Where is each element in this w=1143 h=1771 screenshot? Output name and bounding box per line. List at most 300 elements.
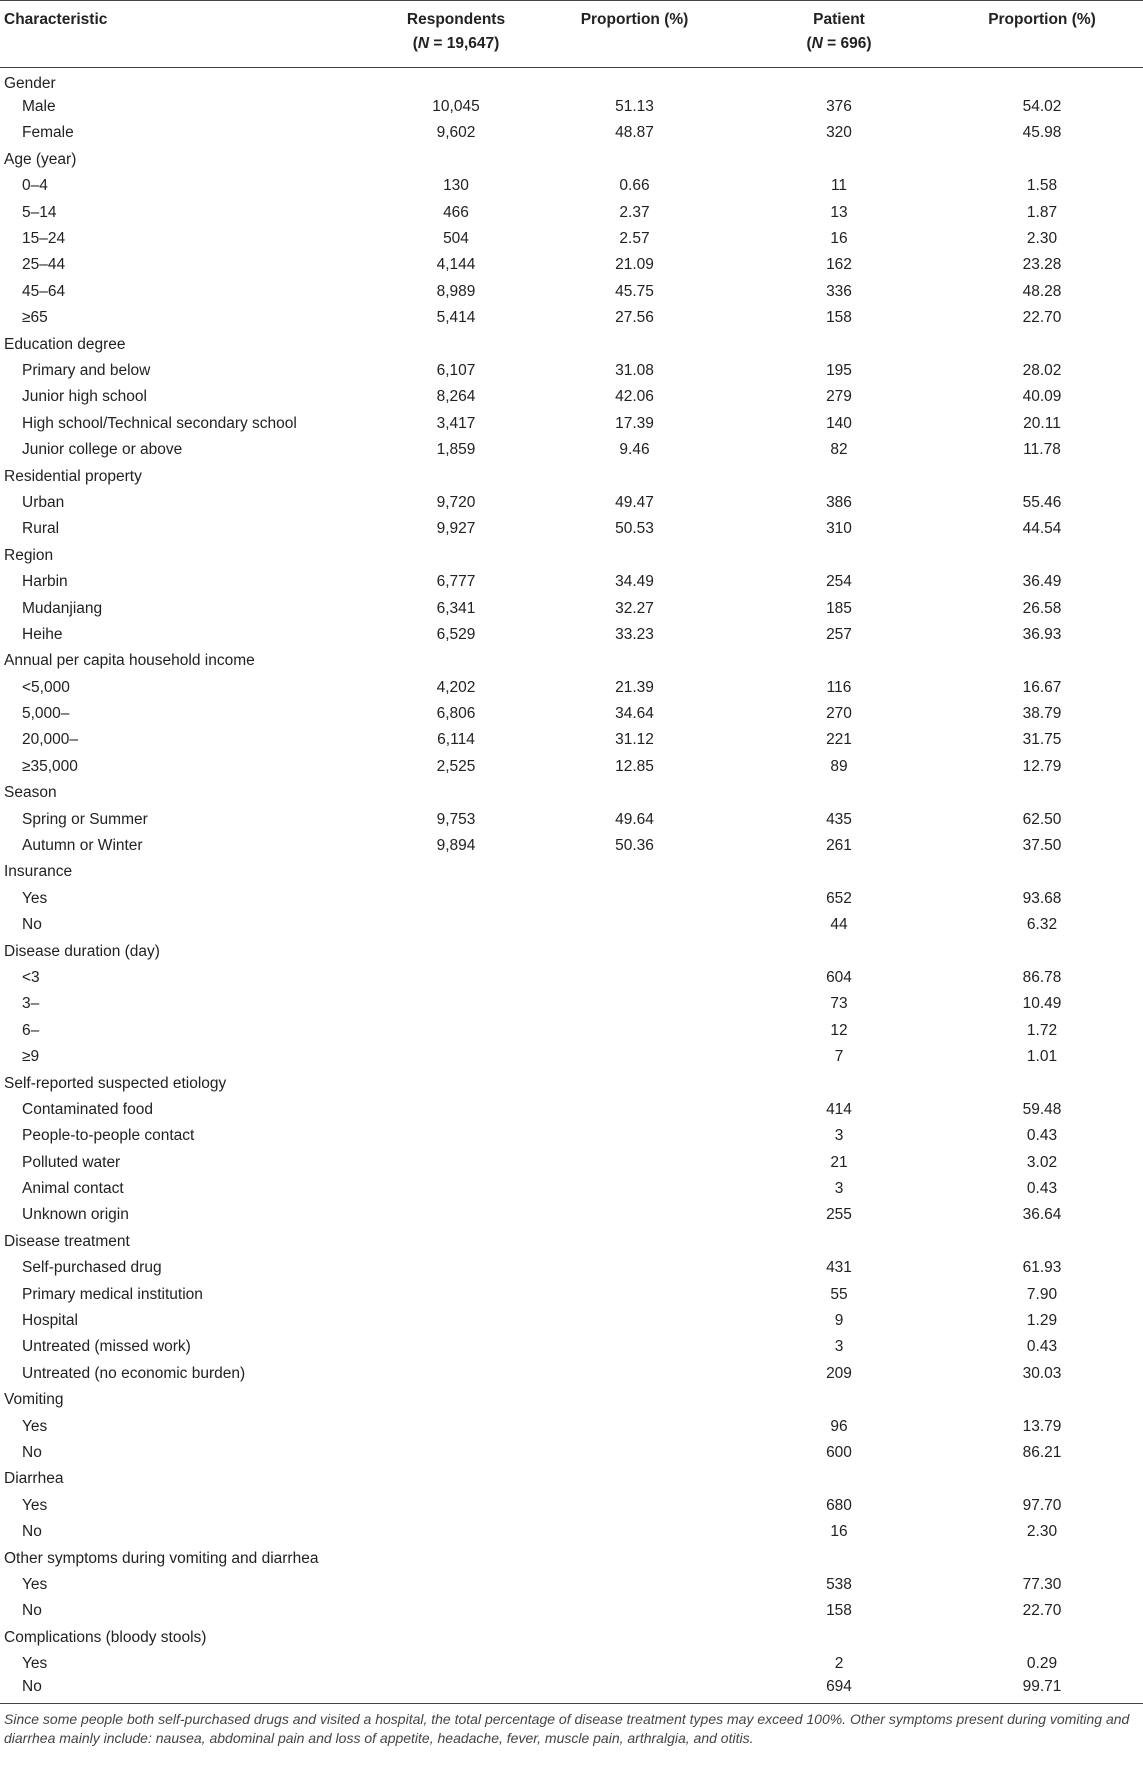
patient-proportion-cell: 86.21 (1022, 1444, 1062, 1461)
table-row (0, 226, 1143, 252)
table-row (0, 1651, 1143, 1677)
respondents-cell: 466 (443, 203, 469, 221)
respondents-proportion-cell (532, 1625, 737, 1651)
row-label: ≥65 (22, 309, 48, 327)
table-row (0, 358, 1143, 384)
respondents-proportion-cell: 12.85 (615, 757, 654, 775)
respondents-proportion-cell (532, 1493, 737, 1519)
respondents-proportion-cell (532, 543, 737, 569)
row-label: People-to-people contact (22, 1127, 195, 1145)
table-row (0, 595, 1143, 621)
patient-cell (737, 1387, 941, 1413)
respondents-proportion-cell (532, 1572, 737, 1598)
category-row (0, 463, 1143, 489)
respondents-cell: 1,859 (436, 441, 476, 459)
patient-cell (737, 1625, 941, 1651)
row-label: Untreated (no economic burden) (22, 1364, 246, 1382)
patient-proportion-cell (941, 1387, 1143, 1413)
patient-cell (737, 648, 941, 674)
table-row (0, 701, 1143, 727)
row-label: 45–64 (22, 282, 66, 300)
category-row (0, 780, 1143, 806)
patient-proportion-cell (941, 147, 1143, 173)
respondents-proportion-cell: 50.53 (615, 520, 654, 538)
row-label: ≥9 (22, 1048, 40, 1066)
patient-cell (737, 463, 941, 489)
table-row (0, 674, 1143, 700)
respondents-proportion-cell (532, 68, 737, 94)
patient-proportion-cell: 99.71 (941, 1677, 1143, 1703)
patient-proportion-cell: 59.48 (1022, 1100, 1062, 1118)
respondents-proportion-cell: 31.08 (615, 361, 654, 379)
patient-cell: 279 (826, 388, 852, 406)
patient-proportion-cell: 97.70 (1022, 1496, 1062, 1514)
category-row (0, 1545, 1143, 1571)
row-label: Mudanjiang (22, 599, 103, 617)
table-row (0, 1440, 1143, 1466)
respondents-proportion-cell: 32.27 (615, 599, 654, 617)
respondents-cell: 9,927 (436, 520, 476, 538)
respondents-cell (380, 68, 532, 94)
respondents-proportion-cell: 17.39 (615, 414, 654, 432)
respondents-proportion-cell (532, 331, 737, 357)
respondents-cell (380, 1308, 532, 1334)
patient-cell: 376 (826, 98, 852, 116)
patient-proportion-cell (941, 1466, 1143, 1492)
patient-cell: 16 (830, 1523, 848, 1541)
patient-cell (737, 1070, 941, 1096)
respondents-cell: 6,777 (436, 573, 476, 591)
row-label: Junior high school (22, 388, 147, 406)
respondents-cell (380, 938, 532, 964)
patient-cell: 140 (826, 414, 852, 432)
patient-cell: 162 (826, 256, 852, 274)
row-label: 3– (22, 995, 40, 1013)
patient-cell: 158 (826, 309, 852, 327)
patient-proportion-cell: 22.70 (1022, 1602, 1062, 1620)
patient-proportion-cell (941, 331, 1143, 357)
table-row (0, 1123, 1143, 1149)
patient-cell: 12 (830, 1021, 848, 1039)
table-row (0, 305, 1143, 331)
row-label: Male (22, 98, 56, 116)
category-label: Age (year) (4, 150, 77, 168)
respondents-proportion-cell (532, 991, 737, 1017)
table-row (0, 1097, 1143, 1123)
category-row (0, 1625, 1143, 1651)
category-label: Complications (bloody stools) (4, 1628, 207, 1646)
patient-proportion-cell (941, 1545, 1143, 1571)
category-label: Disease duration (day) (4, 942, 160, 960)
patient-proportion-cell: 45.98 (1022, 124, 1062, 142)
row-label: <3 (22, 968, 40, 986)
category-label: Disease treatment (4, 1232, 130, 1250)
respondents-proportion-cell (532, 912, 737, 938)
respondents-cell (380, 1123, 532, 1149)
respondents-cell (380, 965, 532, 991)
patient-cell: 3 (834, 1180, 844, 1198)
header-characteristic: Characteristic (0, 1, 380, 35)
patient-proportion-cell (941, 648, 1143, 674)
row-label: High school/Technical secondary school (22, 414, 297, 432)
patient-cell: 255 (826, 1206, 852, 1224)
respondents-cell (380, 1255, 532, 1281)
patient-proportion-cell: 30.03 (1022, 1364, 1062, 1382)
category-row (0, 938, 1143, 964)
category-row (0, 543, 1143, 569)
respondents-proportion-cell (532, 1651, 737, 1677)
category-row (0, 859, 1143, 885)
patient-proportion-cell: 48.28 (1022, 282, 1062, 300)
patient-cell: 11 (830, 177, 848, 195)
row-label: 15–24 (22, 230, 66, 248)
row-label: Urban (22, 493, 65, 511)
patient-proportion-cell: 13.79 (1022, 1417, 1062, 1435)
respondents-proportion-cell (532, 1334, 737, 1360)
respondents-proportion-cell (532, 1255, 737, 1281)
table-row (0, 1519, 1143, 1545)
table-header (0, 1, 1143, 68)
patient-cell: 414 (826, 1100, 852, 1118)
row-label: 25–44 (22, 256, 66, 274)
patient-cell: 158 (826, 1602, 852, 1620)
patient-proportion-cell: 6.32 (1026, 916, 1058, 934)
table-row (0, 1044, 1143, 1070)
respondents-proportion-cell (532, 1308, 737, 1334)
respondents-cell: 6,114 (437, 731, 475, 749)
table-row (0, 1493, 1143, 1519)
respondents-cell (380, 1677, 532, 1703)
patient-n-value: = 696) (822, 35, 872, 52)
respondents-proportion-cell (532, 938, 737, 964)
patient-cell: 195 (826, 361, 852, 379)
respondents-proportion-cell: 21.39 (615, 678, 654, 696)
patient-cell: 435 (826, 810, 852, 828)
respondents-proportion-cell: 45.75 (615, 282, 654, 300)
respondents-cell: 9,720 (436, 493, 476, 511)
patient-proportion-cell (941, 543, 1143, 569)
respondents-cell: 8,264 (436, 388, 476, 406)
table-footnote: Since some people both self-purchased drugs and visited a hospital, the total percentage of disease treatment types may exceed 100%. Other symptoms present during vomiting and diarrhea mainly include: nausea, abdominal pain and loss of appetite, headache, fever, muscle pain, arthralgia, and otitis. (4, 1711, 1130, 1747)
respondents-proportion-cell (532, 1202, 737, 1228)
respondents-proportion-cell (532, 1281, 737, 1307)
respondents-cell (380, 1044, 532, 1070)
patient-proportion-cell: 3.02 (1026, 1153, 1058, 1171)
patient-proportion-cell (941, 859, 1143, 885)
respondents-cell (380, 1651, 532, 1677)
row-label: No (22, 1523, 42, 1541)
row-label: 6– (22, 1021, 40, 1039)
row-label: Self-purchased drug (22, 1259, 162, 1277)
patient-proportion-cell: 1.58 (1026, 177, 1058, 195)
row-label: Yes (22, 1575, 48, 1593)
patient-cell: 89 (830, 757, 848, 775)
patient-proportion-cell: 2.30 (1026, 1523, 1058, 1541)
category-label: Other symptoms during vomiting and diarrhea (4, 1549, 319, 1567)
respondents-proportion-cell (532, 1545, 737, 1571)
patient-proportion-cell: 93.68 (1022, 889, 1062, 907)
category-label: Vomiting (4, 1391, 64, 1409)
header-proportion-patient: Proportion (%) (941, 1, 1143, 35)
respondents-cell (380, 1018, 532, 1044)
respondents-proportion-cell (532, 1440, 737, 1466)
table-row (0, 754, 1143, 780)
respondents-n-value: = 19,647) (429, 35, 500, 52)
respondents-proportion-cell (532, 1176, 737, 1202)
respondents-cell: 130 (443, 177, 469, 195)
category-label: Self-reported suspected etiology (4, 1074, 227, 1092)
table-row (0, 199, 1143, 225)
patient-proportion-cell: 28.02 (1022, 361, 1062, 379)
header-spacer (532, 34, 737, 68)
respondents-cell (380, 1229, 532, 1255)
table-row (0, 1176, 1143, 1202)
patient-proportion-cell: 61.93 (1022, 1259, 1062, 1277)
patient-cell (737, 68, 941, 94)
patient-proportion-cell: 20.11 (1023, 414, 1061, 432)
patient-proportion-cell: 77.30 (1022, 1575, 1062, 1593)
patient-cell: 3 (834, 1127, 844, 1145)
respondents-proportion-cell: 27.56 (615, 309, 654, 327)
respondents-proportion-cell (532, 147, 737, 173)
row-label: Heihe (22, 625, 63, 643)
respondents-cell (380, 1466, 532, 1492)
row-label: No (22, 1602, 42, 1620)
respondents-proportion-cell: 49.47 (615, 493, 654, 511)
row-label: Primary and below (22, 361, 151, 379)
respondents-proportion-cell (532, 1070, 737, 1096)
category-label: Diarrhea (4, 1470, 64, 1488)
patient-cell: 386 (826, 493, 852, 511)
respondents-proportion-cell: 48.87 (615, 124, 654, 142)
patient-proportion-cell (941, 780, 1143, 806)
respondents-proportion-cell: 21.09 (615, 256, 654, 274)
table-row (0, 1255, 1143, 1281)
respondents-proportion-cell (532, 1413, 737, 1439)
table-row (0, 437, 1143, 463)
patient-cell: 254 (826, 573, 852, 591)
patient-cell (737, 1229, 941, 1255)
patient-proportion-cell: 1.72 (1026, 1021, 1058, 1039)
respondents-cell: 504 (443, 230, 469, 248)
patient-cell: 21 (830, 1153, 848, 1171)
patient-proportion-cell (941, 463, 1143, 489)
patient-proportion-cell: 7.90 (1026, 1285, 1058, 1303)
header-spacer (0, 34, 380, 68)
row-label: <5,000 (22, 678, 70, 696)
patient-cell: 73 (830, 995, 848, 1013)
patient-cell (737, 938, 941, 964)
patient-cell: 7 (834, 1048, 844, 1066)
patient-proportion-cell: 2.30 (1026, 230, 1058, 248)
patient-proportion-cell (941, 938, 1143, 964)
respondents-cell (380, 1334, 532, 1360)
header-respondents: Respondents (380, 1, 532, 35)
patient-cell: 82 (830, 441, 848, 459)
patient-proportion-cell: 44.54 (1022, 520, 1062, 538)
patient-proportion-cell: 0.43 (1026, 1338, 1058, 1356)
respondents-cell: 6,806 (436, 705, 476, 723)
table-row (0, 384, 1143, 410)
table-row (0, 94, 1143, 120)
patient-cell: 604 (826, 968, 852, 986)
table-row (0, 516, 1143, 542)
respondents-proportion-cell (532, 1466, 737, 1492)
table-row (0, 490, 1143, 516)
table-row (0, 569, 1143, 595)
category-row (0, 1466, 1143, 1492)
respondents-proportion-cell (532, 1387, 737, 1413)
patient-cell: 320 (826, 124, 852, 142)
patient-cell (737, 859, 941, 885)
respondents-proportion-cell (532, 1361, 737, 1387)
header-proportion-respondents: Proportion (%) (532, 1, 737, 35)
header-patient-n: (N = 696) (737, 34, 941, 68)
respondents-proportion-cell (532, 859, 737, 885)
category-row (0, 1070, 1143, 1096)
respondents-cell (380, 1598, 532, 1624)
table-row (0, 1308, 1143, 1334)
respondents-cell (380, 1519, 532, 1545)
table-row (0, 173, 1143, 199)
row-label: ≥35,000 (22, 757, 78, 775)
patient-proportion-cell: 54.02 (1022, 98, 1062, 116)
respondents-proportion-cell (532, 463, 737, 489)
category-row (0, 331, 1143, 357)
row-label: 5,000– (22, 705, 70, 723)
patient-proportion-cell (941, 1625, 1143, 1651)
patient-cell: 13 (830, 203, 848, 221)
patient-proportion-cell: 62.50 (1022, 810, 1062, 828)
respondents-cell (380, 1097, 532, 1123)
respondents-proportion-cell: 33.23 (615, 625, 654, 643)
patient-cell: 16 (830, 230, 848, 248)
respondents-cell (380, 543, 532, 569)
category-label: Season (4, 784, 57, 802)
patient-cell: 431 (826, 1259, 852, 1277)
patient-cell: 261 (826, 837, 852, 855)
table-row (0, 912, 1143, 938)
respondents-proportion-cell (532, 886, 737, 912)
table-row (0, 1202, 1143, 1228)
patient-cell: 55 (830, 1285, 848, 1303)
patient-proportion-cell (941, 68, 1143, 94)
patient-cell: 694 (737, 1677, 941, 1703)
n-symbol: N (417, 35, 430, 52)
respondents-proportion-cell: 50.36 (615, 837, 654, 855)
table-row (0, 965, 1143, 991)
respondents-cell (380, 1361, 532, 1387)
respondents-cell (380, 147, 532, 173)
category-row (0, 68, 1143, 94)
respondents-proportion-cell (532, 648, 737, 674)
patient-cell (737, 543, 941, 569)
row-label: Junior college or above (22, 441, 183, 459)
row-label: Primary medical institution (22, 1285, 203, 1303)
patient-cell: 310 (826, 520, 852, 538)
respondents-proportion-cell (532, 1150, 737, 1176)
category-label: Residential property (4, 467, 142, 485)
category-row (0, 1229, 1143, 1255)
respondents-cell (380, 1281, 532, 1307)
patient-cell: 680 (826, 1496, 852, 1514)
respondents-proportion-cell: 0.66 (619, 177, 650, 195)
patient-proportion-cell: 0.43 (1026, 1127, 1058, 1145)
respondents-cell: 6,341 (436, 599, 476, 617)
patient-cell: 116 (826, 678, 852, 696)
respondents-proportion-cell: 2.57 (619, 230, 650, 248)
respondents-proportion-cell (532, 1123, 737, 1149)
patient-cell: 221 (826, 731, 852, 749)
patient-cell (737, 331, 941, 357)
patient-cell: 9 (834, 1312, 844, 1330)
respondents-cell: 6,529 (436, 625, 476, 643)
patient-proportion-cell: 1.87 (1026, 203, 1058, 221)
table-row (0, 1018, 1143, 1044)
patient-cell: 44 (830, 916, 848, 934)
patient-cell: 3 (834, 1338, 844, 1356)
respondents-cell (380, 1070, 532, 1096)
respondents-cell: 10,045 (432, 98, 480, 116)
row-label: Rural (22, 520, 60, 538)
respondents-cell (380, 991, 532, 1017)
respondents-proportion-cell (532, 1229, 737, 1255)
table-row (0, 1334, 1143, 1360)
respondents-cell (380, 1413, 532, 1439)
respondents-proportion-cell: 49.64 (615, 810, 654, 828)
patient-cell: 185 (826, 599, 852, 617)
patient-cell: 538 (826, 1575, 852, 1593)
respondents-cell (380, 1545, 532, 1571)
header-spacer (941, 34, 1143, 68)
table-row (0, 1150, 1143, 1176)
respondents-proportion-cell (532, 780, 737, 806)
patient-cell: 209 (826, 1364, 852, 1382)
respondents-cell: 2,525 (436, 757, 476, 775)
patient-proportion-cell: 38.79 (1022, 705, 1062, 723)
respondents-cell (380, 1202, 532, 1228)
table-row (0, 252, 1143, 278)
patient-proportion-cell: 23.28 (1022, 256, 1062, 274)
respondents-cell (380, 1493, 532, 1519)
row-label: Yes (22, 889, 48, 907)
table-row (0, 1598, 1143, 1624)
row-label: Polluted water (22, 1153, 121, 1171)
respondents-cell: 9,602 (436, 124, 476, 142)
header-patient: Patient (737, 1, 941, 35)
respondents-cell: 9,894 (436, 837, 476, 855)
row-label: Yes (22, 1417, 48, 1435)
category-row (0, 648, 1143, 674)
row-label: Yes (22, 1655, 48, 1673)
table-row (0, 1281, 1143, 1307)
patient-proportion-cell: 22.70 (1022, 309, 1062, 327)
table-row (0, 411, 1143, 437)
respondents-cell (380, 463, 532, 489)
patient-proportion-cell: 0.29 (1026, 1655, 1058, 1673)
table-row (0, 886, 1143, 912)
row-label: Yes (22, 1496, 48, 1514)
row-label: No (22, 1444, 42, 1461)
patient-cell: 336 (826, 282, 852, 300)
table-row (0, 1572, 1143, 1598)
patient-cell: 270 (826, 705, 852, 723)
patient-cell: 2 (834, 1655, 844, 1673)
table-body (0, 68, 1143, 1704)
respondents-cell: 4,202 (436, 678, 476, 696)
patient-proportion-cell (941, 1229, 1143, 1255)
patient-cell (737, 1545, 941, 1571)
